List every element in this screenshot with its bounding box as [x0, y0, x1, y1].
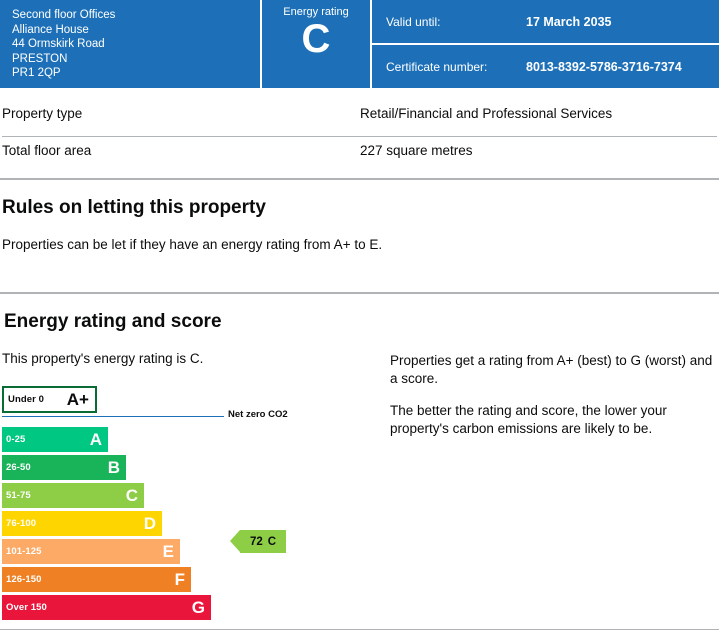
letting-rules-text: Properties can be let if they have an energy rating from A+ to E.	[2, 237, 383, 252]
certificate-meta	[370, 0, 719, 88]
band-letter: A	[89, 430, 102, 449]
band-range: 126-150	[6, 574, 42, 585]
sap-rating-graph	[2, 386, 390, 618]
energy-rating-section	[0, 310, 719, 334]
band-bar-c	[2, 483, 144, 508]
certificate-number-value: 8013-8392-5786-3716-7374	[526, 59, 682, 74]
current-score-arrow	[240, 530, 286, 553]
rating-explainer-2: The better the rating and score, the lower your property's carbon emissions are likely to be.	[390, 403, 667, 436]
current-score-band: C	[267, 535, 277, 548]
band-bar-aplus	[2, 386, 97, 413]
section-divider-1	[0, 178, 719, 180]
detail-value: 227 square metres	[360, 143, 473, 158]
band-bar-e	[2, 539, 180, 564]
valid-until-label: Valid until:	[386, 14, 441, 29]
letting-rules-section	[0, 196, 719, 254]
address-line-1: Second floor Offices	[12, 9, 116, 21]
band-bar-b	[2, 455, 126, 480]
energy-rating-right	[390, 334, 717, 618]
band-range: 76-100	[6, 518, 37, 529]
band-range: 51-75	[6, 490, 31, 501]
footer-divider	[0, 629, 719, 630]
energy-rating-title: Energy rating and score	[4, 311, 222, 332]
band-letter: B	[107, 458, 120, 477]
detail-row-property-type	[2, 100, 717, 127]
net-zero-line	[2, 416, 224, 417]
address-line-2: Alliance House	[12, 23, 89, 36]
rating-explainer-1: Properties get a rating from A+ (best) to G (worst) and a score.	[390, 353, 713, 386]
band-row-f	[2, 567, 390, 592]
band-row-c	[2, 483, 390, 508]
certificate-number-label: Certificate number:	[386, 59, 488, 74]
letting-rules-title: Rules on letting this property	[2, 197, 266, 218]
certificate-header	[0, 0, 719, 88]
band-row-d	[2, 511, 390, 536]
band-letter: C	[125, 486, 138, 505]
band-letter: E	[162, 542, 174, 561]
band-bar-a	[2, 427, 108, 452]
band-row-b	[2, 455, 390, 480]
address-line-3: 44 Ormskirk Road	[12, 38, 105, 50]
valid-until-row	[372, 0, 719, 45]
address-line-4: PRESTON	[12, 52, 68, 65]
band-range: 0-25	[6, 434, 26, 445]
certificate-number-row	[372, 45, 719, 88]
address-line-5: PR1 2QP	[12, 67, 61, 79]
section-divider-2	[0, 292, 719, 294]
energy-rating-badge	[260, 0, 370, 88]
detail-key: Total floor area	[2, 143, 92, 158]
detail-key: Property type	[2, 106, 83, 121]
current-score-pointer	[230, 530, 286, 553]
band-letter: F	[174, 570, 185, 589]
energy-rating-letter: C	[301, 17, 331, 61]
band-row-aplus	[2, 386, 390, 420]
property-details	[0, 100, 719, 164]
net-zero-label: Net zero CO2	[228, 409, 288, 420]
band-range: Under 0	[8, 394, 45, 405]
band-range: 101-125	[6, 546, 42, 557]
band-letter: D	[143, 514, 156, 533]
band-letter: G	[191, 598, 205, 617]
band-letter: A+	[66, 390, 89, 409]
band-row-e	[2, 539, 390, 564]
band-range: Over 150	[6, 602, 47, 613]
valid-until-value: 17 March 2035	[526, 14, 612, 29]
band-row-g	[2, 595, 390, 620]
energy-rating-label: Energy rating	[283, 6, 349, 18]
energy-rating-body	[0, 334, 719, 618]
current-score-value: 72	[249, 535, 263, 548]
band-row-a	[2, 427, 390, 452]
band-range: 26-50	[6, 462, 31, 473]
band-bar-f	[2, 567, 191, 592]
band-bar-g	[2, 595, 211, 620]
this-property-rating-text: This property's energy rating is C.	[2, 351, 204, 366]
energy-rating-left	[2, 334, 390, 618]
property-address	[0, 0, 260, 88]
detail-value: Retail/Financial and Professional Services	[360, 106, 613, 121]
detail-row-floor-area	[2, 137, 717, 164]
band-bar-d	[2, 511, 162, 536]
